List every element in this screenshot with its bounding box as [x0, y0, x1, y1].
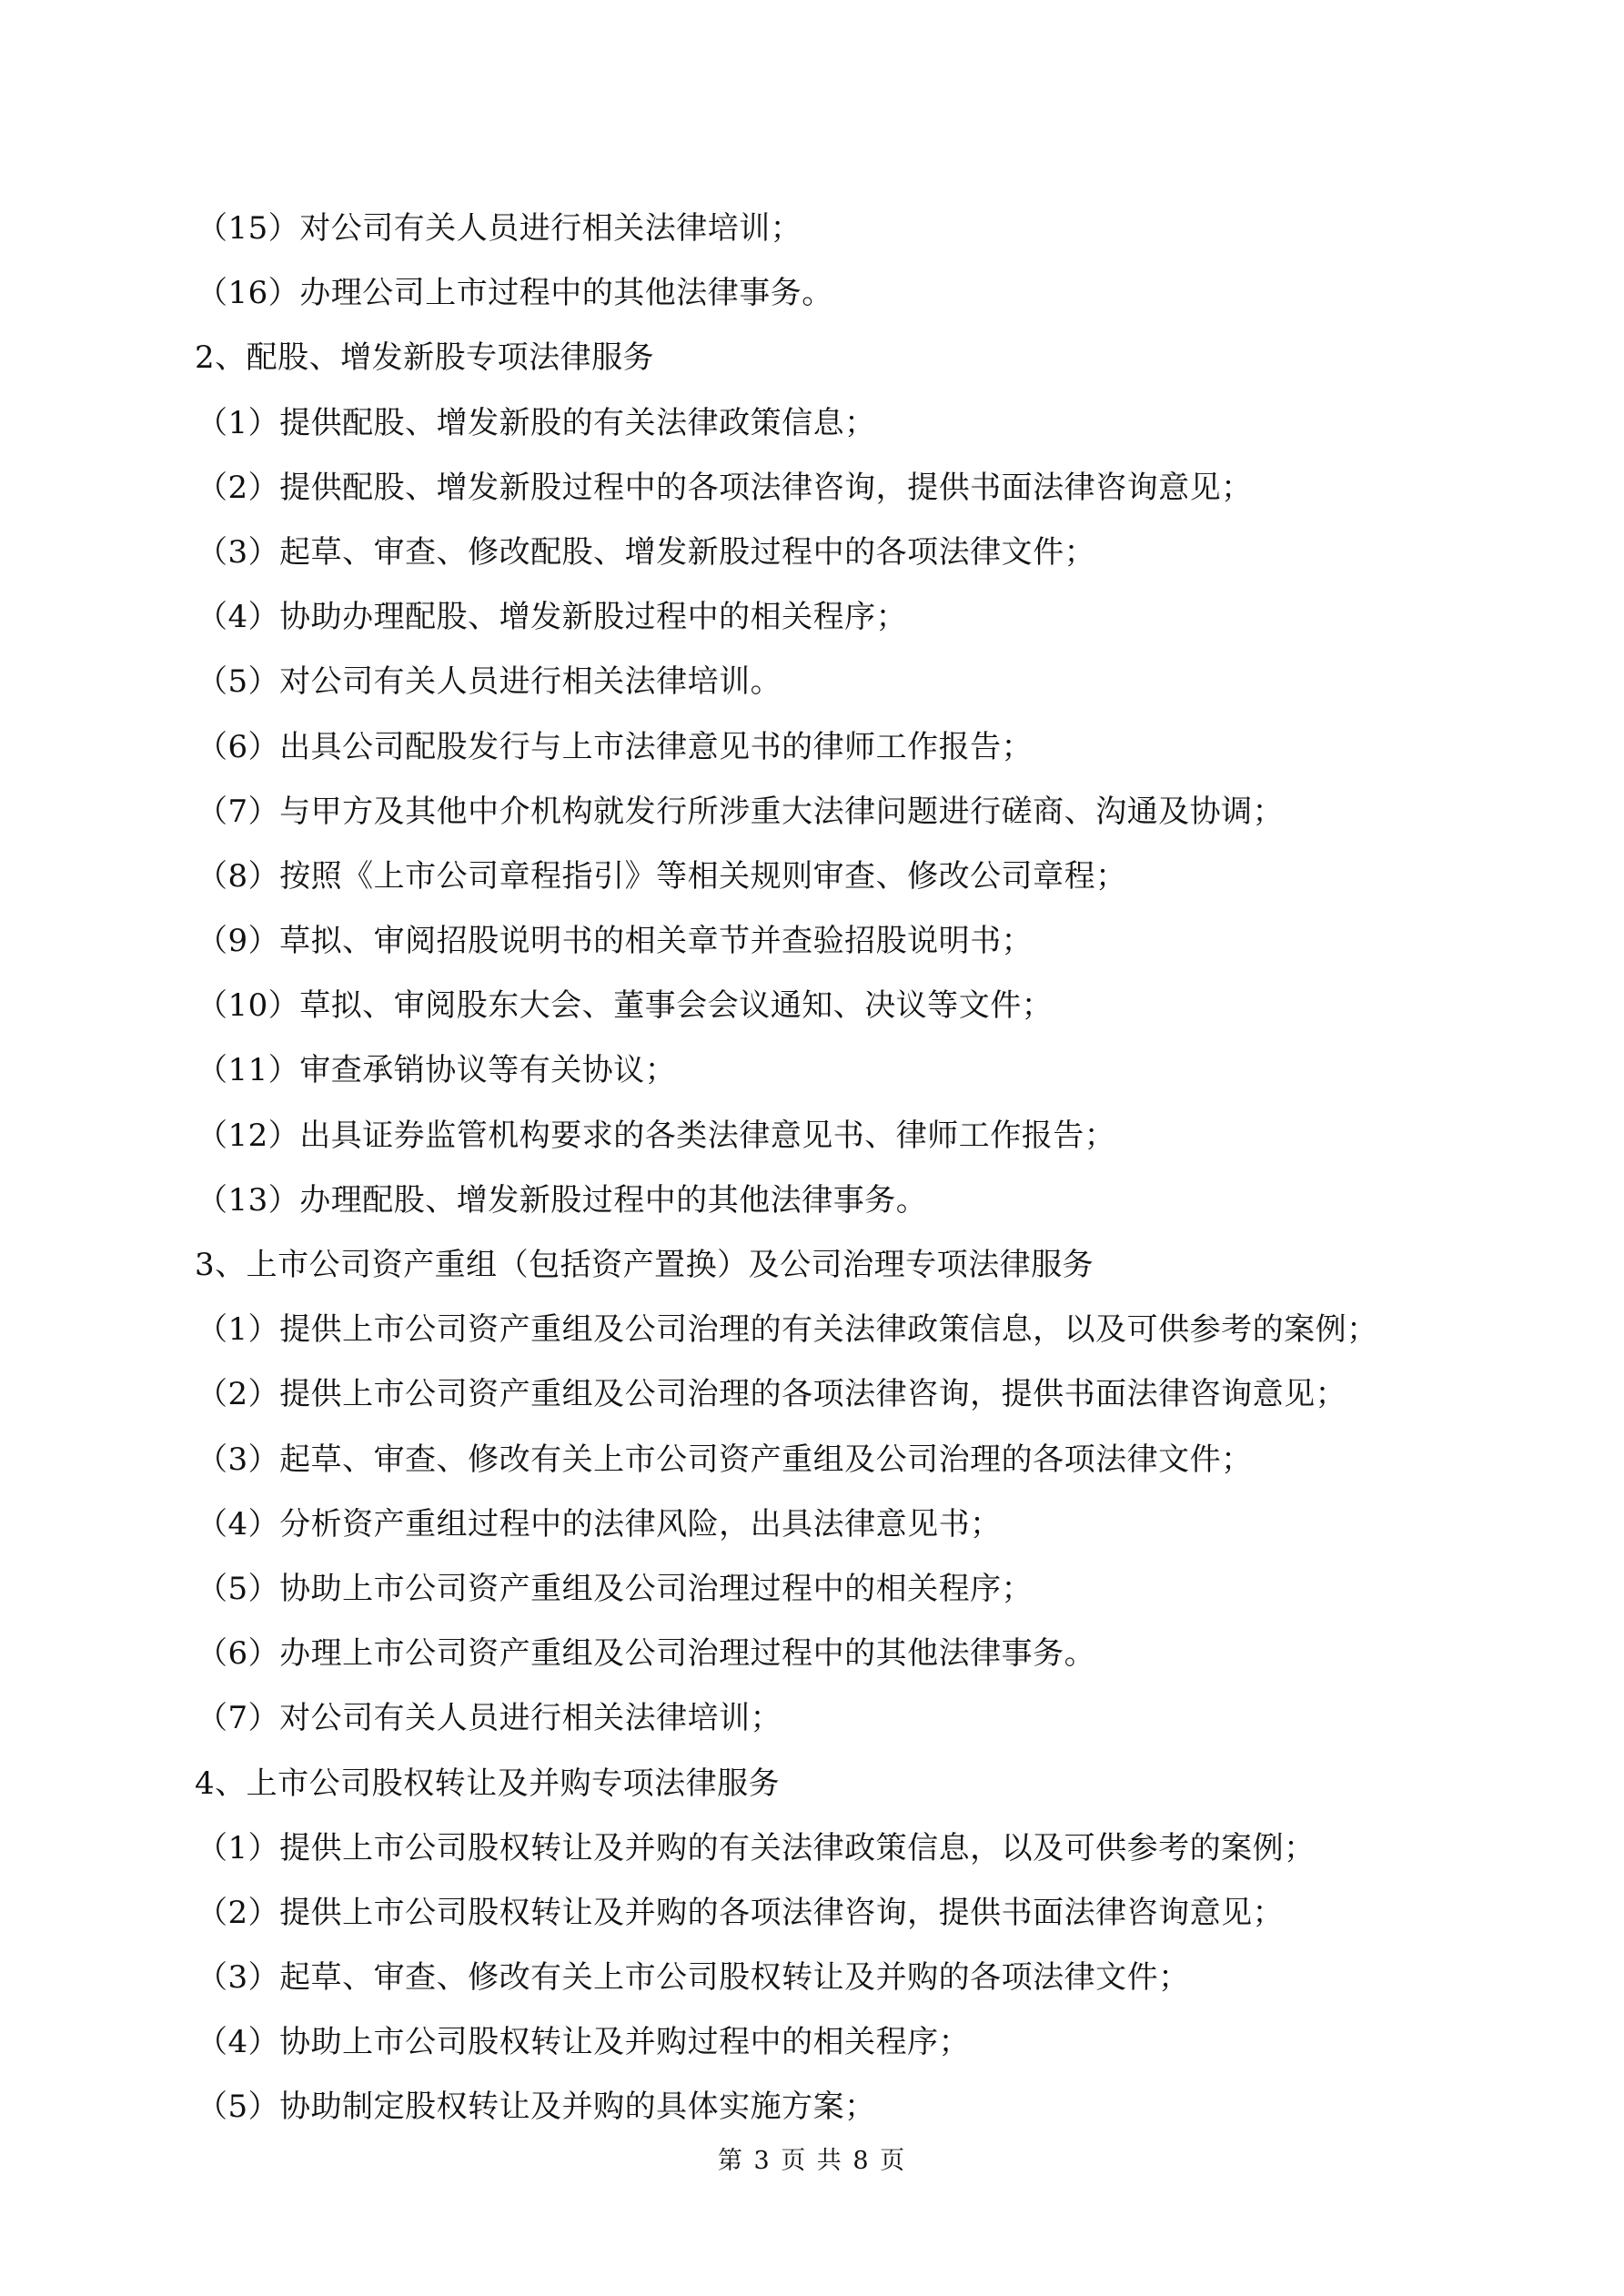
list-item: （2）提供上市公司资产重组及公司治理的各项法律咨询，提供书面法律咨询意见；: [197, 1376, 1347, 1413]
list-item: （7）对公司有关人员进行相关法律培训；: [197, 1700, 782, 1737]
document-body: [195, 197, 1450, 2140]
list-item: （3）起草、审查、修改有关上市公司资产重组及公司治理的各项法律文件；: [197, 1441, 1253, 1478]
list-item: （1）提供配股、增发新股的有关法律政策信息；: [197, 404, 876, 441]
list-item: （5）协助制定股权转让及并购的具体实施方案；: [197, 2089, 876, 2126]
list-item: （16）办理公司上市过程中的其他法律事务。: [197, 275, 833, 312]
list-item: （3）起草、审查、修改有关上市公司股权转让及并购的各项法律文件；: [197, 1959, 1190, 1997]
section-heading: 4、上市公司股权转让及并购专项法律服务: [195, 1765, 781, 1802]
list-item: （8）按照《上市公司章程指引》等相关规则审查、修改公司章程；: [197, 857, 1127, 895]
list-item: （5）对公司有关人员进行相关法律培训。: [197, 663, 782, 701]
page-number-footer: 第 3 页 共 8 页: [717, 2147, 907, 2175]
list-item: （10）草拟、审阅股东大会、董事会会议通知、决议等文件；: [197, 987, 1054, 1025]
list-item: （4）协助上市公司股权转让及并购过程中的相关程序；: [197, 2024, 971, 2061]
section-heading: 3、上市公司资产重组（包括资产置换）及公司治理专项法律服务: [195, 1247, 1094, 1283]
list-item: （4）分析资产重组过程中的法律风险，出具法律意见书；: [197, 1505, 1002, 1542]
list-item: （13）办理配股、增发新股过程中的其他法律事务。: [197, 1181, 928, 1219]
list-item: （11）审查承销协议等有关协议；: [197, 1052, 677, 1089]
list-item: （6）办理上市公司资产重组及公司治理过程中的其他法律事务。: [197, 1635, 1096, 1673]
list-item: （1）提供上市公司资产重组及公司治理的有关法律政策信息，以及可供参考的案例；: [197, 1311, 1378, 1349]
section-heading: 2、配股、增发新股专项法律服务: [195, 339, 655, 377]
list-item: （5）协助上市公司资产重组及公司治理过程中的相关程序；: [197, 1570, 1034, 1607]
list-item: （15）对公司有关人员进行相关法律培训；: [197, 210, 802, 247]
list-item: （7）与甲方及其他中介机构就发行所涉重大法律问题进行磋商、沟通及协调；: [197, 793, 1285, 830]
list-item: （9）草拟、审阅招股说明书的相关章节并查验招股说明书；: [197, 923, 1034, 960]
list-item: （3）起草、审查、修改配股、增发新股过程中的各项法律文件；: [197, 533, 1096, 571]
list-item: （2）提供上市公司股权转让及并购的各项法律咨询，提供书面法律咨询意见；: [197, 1894, 1285, 1931]
list-item: （6）出具公司配股发行与上市法律意见书的律师工作报告；: [197, 728, 1034, 765]
list-item: （4）协助办理配股、增发新股过程中的相关程序；: [197, 599, 908, 636]
list-item: （1）提供上市公司股权转让及并购的有关法律政策信息，以及可供参考的案例；: [197, 1829, 1316, 1866]
list-item: （2）提供配股、增发新股过程中的各项法律咨询，提供书面法律咨询意见；: [197, 469, 1253, 506]
list-item: （12）出具证券监管机构要求的各类法律意见书、律师工作报告；: [197, 1117, 1116, 1154]
